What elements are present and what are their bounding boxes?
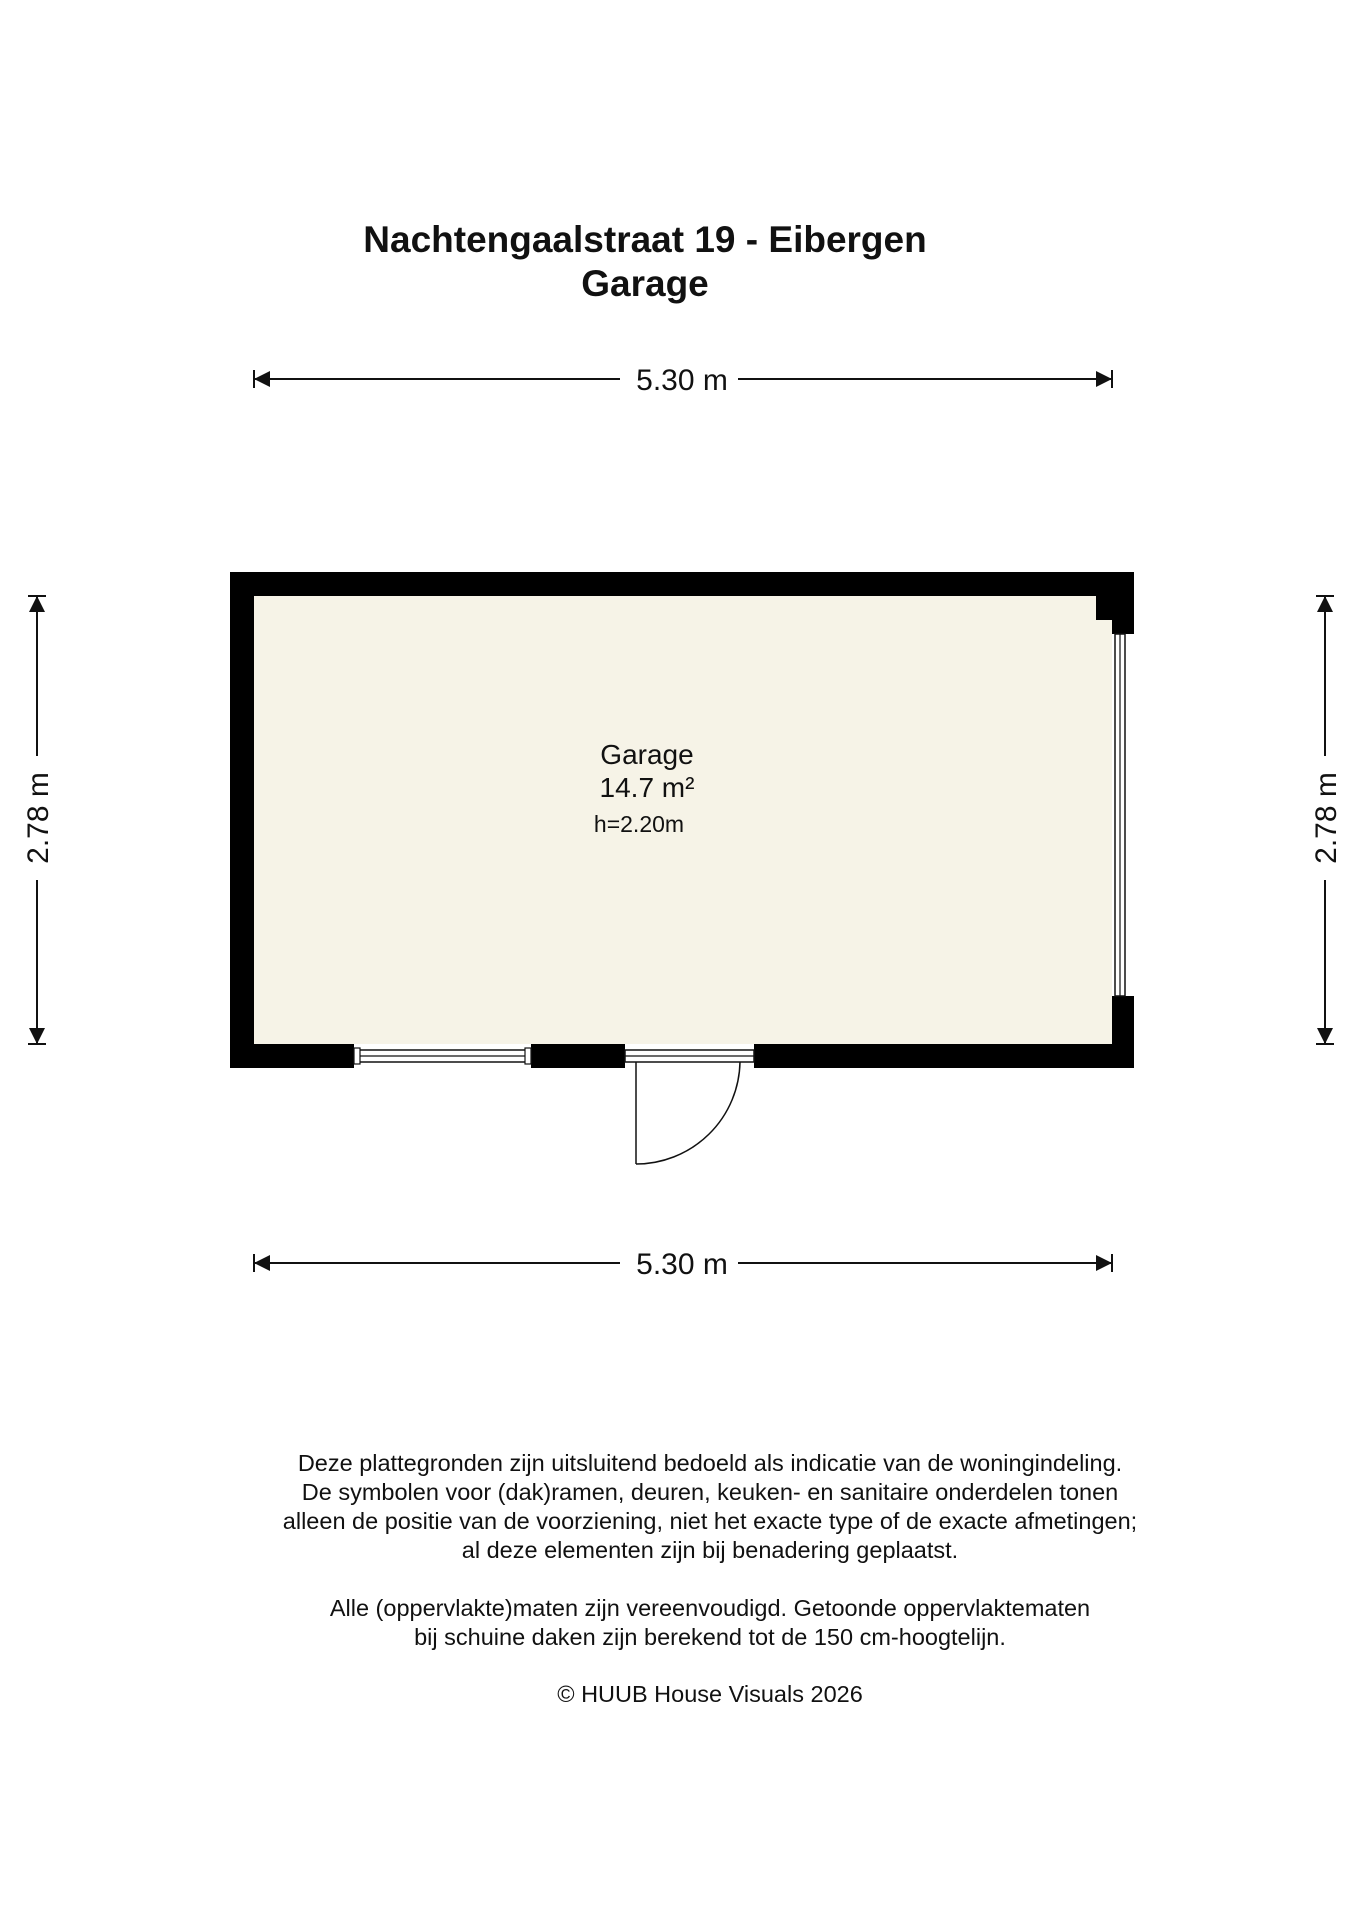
wall-bottom-middle <box>531 1044 625 1068</box>
wall-right-upper <box>1112 572 1134 634</box>
door-swing-arc <box>636 1062 740 1164</box>
wall-bottom-right <box>754 1044 1134 1068</box>
plan-subtitle: Garage <box>581 263 709 304</box>
dimension-left-label: 2.78 m <box>22 772 55 864</box>
wall-left <box>230 572 254 1068</box>
disclaimer-line: bij schuine daken zijn berekend tot de 150 cm-hoogtelijn. <box>414 1624 1006 1650</box>
disclaimer-line: al deze elementen zijn bij benadering geplaatst. <box>461 1537 959 1563</box>
dimension-left <box>22 596 55 1044</box>
dimension-right <box>1310 596 1343 1044</box>
dimension-bottom <box>254 1248 1112 1281</box>
disclaimer-paragraph-2 <box>0 1594 1358 1652</box>
disclaimer-line: Deze plattegronden zijn uitsluitend bedoeld als indicatie van de woningindeling. <box>297 1450 1123 1476</box>
dimension-bottom-label: 5.30 m <box>636 1248 728 1281</box>
copyright-notice: © HUUB House Visuals 2026 <box>557 1681 863 1707</box>
room-height: h=2.20m <box>593 811 685 837</box>
wall-top <box>230 572 1134 596</box>
dimension-right-label: 2.78 m <box>1310 772 1343 864</box>
disclaimer-line: De symbolen voor (dak)ramen, deuren, keuken- en sanitaire onderdelen tonen <box>301 1479 1119 1505</box>
dimension-top-label: 5.30 m <box>636 364 728 397</box>
wall-bottom-left <box>230 1044 354 1068</box>
window-right <box>1115 634 1125 996</box>
disclaimer-paragraph-1 <box>0 1449 1358 1565</box>
room-name: Garage <box>600 739 694 770</box>
disclaimer-line: Alle (oppervlakte)maten zijn vereenvoudigd. Getoonde oppervlaktematen <box>329 1595 1091 1621</box>
wall-corner-column <box>1096 596 1112 620</box>
room-area: 14.7 m² <box>599 772 695 803</box>
plan-title: Nachtengaalstraat 19 - Eibergen <box>363 219 927 260</box>
dimension-top <box>254 364 1112 397</box>
disclaimer-line: alleen de positie van de voorziening, niet het exacte type of de exacte afmetingen; <box>282 1508 1138 1534</box>
door <box>625 1050 754 1164</box>
window-bottom <box>354 1048 531 1064</box>
